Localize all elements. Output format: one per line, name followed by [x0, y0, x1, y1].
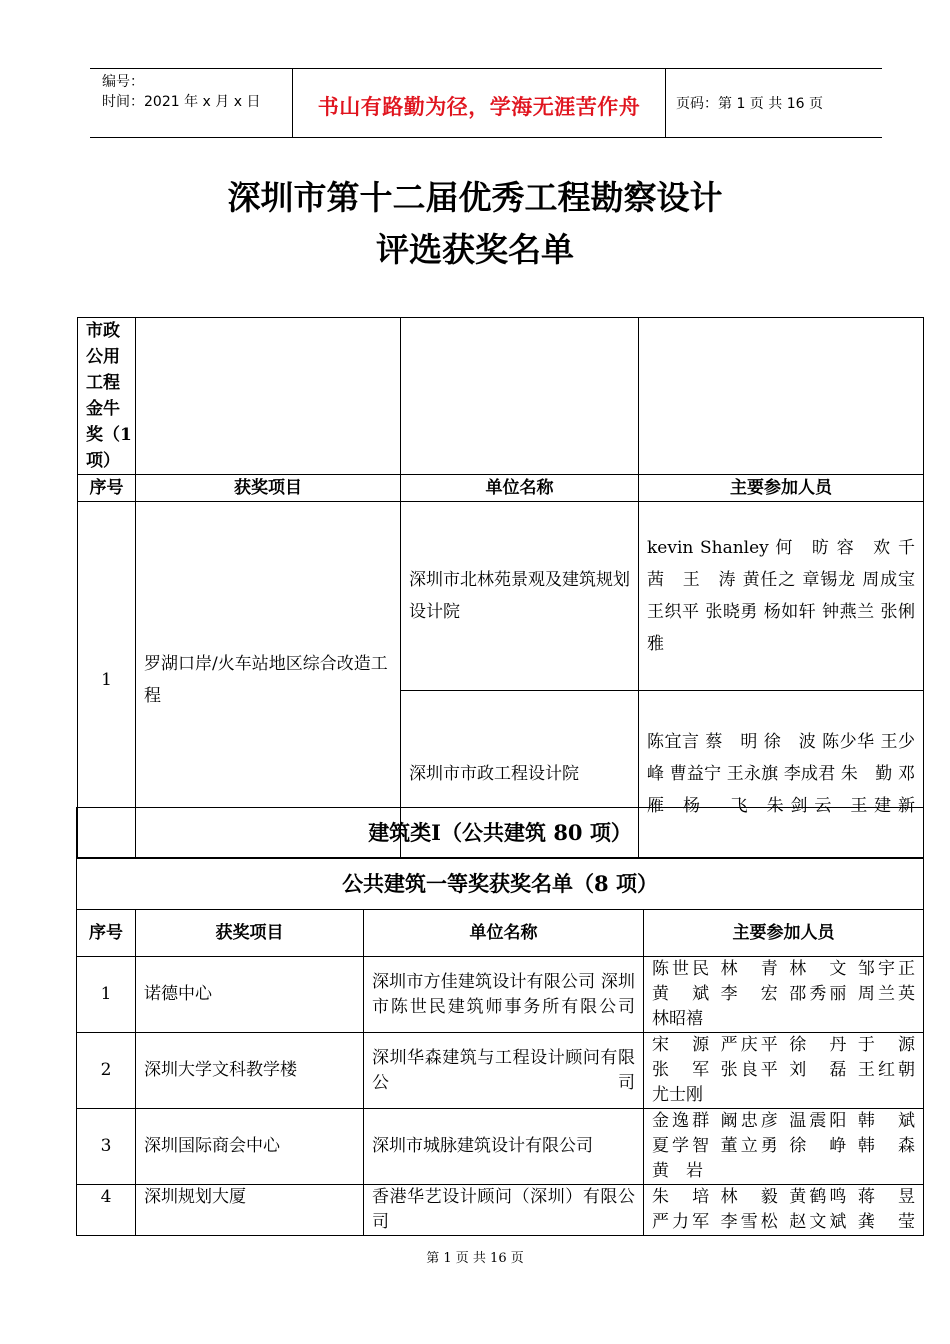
row-no: 3	[77, 1109, 136, 1185]
row-project: 诺德中心	[136, 957, 364, 1033]
header-project: 获奖项目	[136, 475, 401, 502]
empty-cell	[401, 318, 639, 475]
row-people	[644, 1109, 924, 1185]
page-title-line2: 评选获奖名单	[376, 230, 574, 269]
row-no: 4	[77, 1185, 136, 1236]
people-line: 宋 源 严庆平 徐 丹 于 源	[652, 1035, 916, 1055]
category-subtitle: 公共建筑一等奖获奖名单（8 项）	[77, 859, 924, 910]
page-info: 页码：第 1 页 共 16 页	[676, 96, 823, 112]
people-line: 尤士刚	[652, 1085, 703, 1105]
header-no: 序号	[78, 475, 136, 502]
time-label: 时间：2021 年 x 月 x 日	[102, 94, 261, 110]
people-line: 夏学智 董立勇 徐 峥 韩 森	[652, 1136, 916, 1156]
table-caption: 市政公用工程 金牛奖（1 项）	[78, 318, 136, 475]
people-line: 林昭禧	[652, 1009, 703, 1029]
header-unit: 单位名称	[364, 910, 644, 957]
row-unit: 香港华艺设计顾问（深圳）有限公司	[364, 1185, 644, 1236]
row-people: kevin Shanley 何 昉 容 欢 千 茜 王 涛 黄任之 章锡龙 周成宝 王织平 张晓勇 杨如轩 钟燕兰 张俐雅	[639, 502, 924, 691]
header-people: 主要参加人员	[639, 475, 924, 502]
header-unit: 单位名称	[401, 475, 639, 502]
header-motto-cell	[293, 69, 666, 137]
people-line: 黄 斌 李 宏 邵秀丽 周兰英	[652, 984, 916, 1004]
row-unit: 深圳市城脉建筑设计有限公司	[364, 1109, 644, 1185]
row-project: 罗湖口岸/火车站地区综合改造工程	[136, 502, 401, 858]
category-title: 建筑类Ⅰ（公共建筑 80 项）	[77, 808, 924, 859]
code-label: 编号：	[102, 74, 144, 90]
page-footer: 第 1 页 共 16 页	[426, 1251, 524, 1266]
empty-cell	[136, 318, 401, 475]
row-project: 深圳国际商会中心	[136, 1109, 364, 1185]
header-no: 序号	[77, 910, 136, 957]
row-unit: 深圳市北林苑景观及建筑规划设计院	[401, 502, 639, 691]
row-people	[644, 957, 924, 1033]
municipal-award-table	[77, 317, 932, 858]
table-row	[77, 1185, 924, 1236]
row-people	[644, 1033, 924, 1109]
header-project: 获奖项目	[136, 910, 364, 957]
people-line: 黄 岩	[652, 1161, 703, 1181]
people-line: 朱 培 林 毅 黄鹤鸣 蒋 昱	[652, 1187, 916, 1207]
people-line: 金逸群 阚忠彦 温震阳 韩 斌	[652, 1111, 916, 1131]
row-project: 深圳规划大厦	[136, 1185, 364, 1236]
row-people: 陈宜言 蔡 明 徐 波 陈少华 王少峰 曹益宁 王永旗 李成君 朱 勤 邓 雁 杨 飞 朱剑云 王建新	[639, 691, 924, 858]
page-title-line1: 深圳市第十二届优秀工程勘察设计	[227, 178, 723, 217]
table-row	[77, 1109, 924, 1185]
header-meta-cell	[90, 69, 293, 137]
table-row	[77, 957, 924, 1033]
header-page-cell	[666, 69, 882, 137]
row-unit: 深圳华森建筑与工程设计顾问有限公司	[364, 1033, 644, 1109]
public-building-award-table	[76, 807, 924, 1236]
people-line: 严力军 李雪松 赵文斌 龚 莹	[652, 1212, 916, 1232]
people-line: 张 军 张良平 刘 磊 王红朝	[652, 1060, 916, 1080]
row-unit: 深圳市市政工程设计院	[401, 691, 639, 858]
people-line: 陈世民 林 青 林 文 邹宇正	[652, 959, 916, 979]
motto: 书山有路勤为径，学海无涯苦作舟	[317, 94, 641, 119]
row-no: 2	[77, 1033, 136, 1109]
row-project: 深圳大学文科教学楼	[136, 1033, 364, 1109]
row-unit: 深圳市方佳建筑设计有限公司 深圳市陈世民建筑师事务所有限公司	[364, 957, 644, 1033]
header-people: 主要参加人员	[644, 910, 924, 957]
row-people	[644, 1185, 924, 1236]
row-no: 1	[78, 502, 136, 858]
document-header	[90, 68, 882, 138]
empty-cell	[639, 318, 924, 475]
table-row	[77, 1033, 924, 1109]
row-no: 1	[77, 957, 136, 1033]
